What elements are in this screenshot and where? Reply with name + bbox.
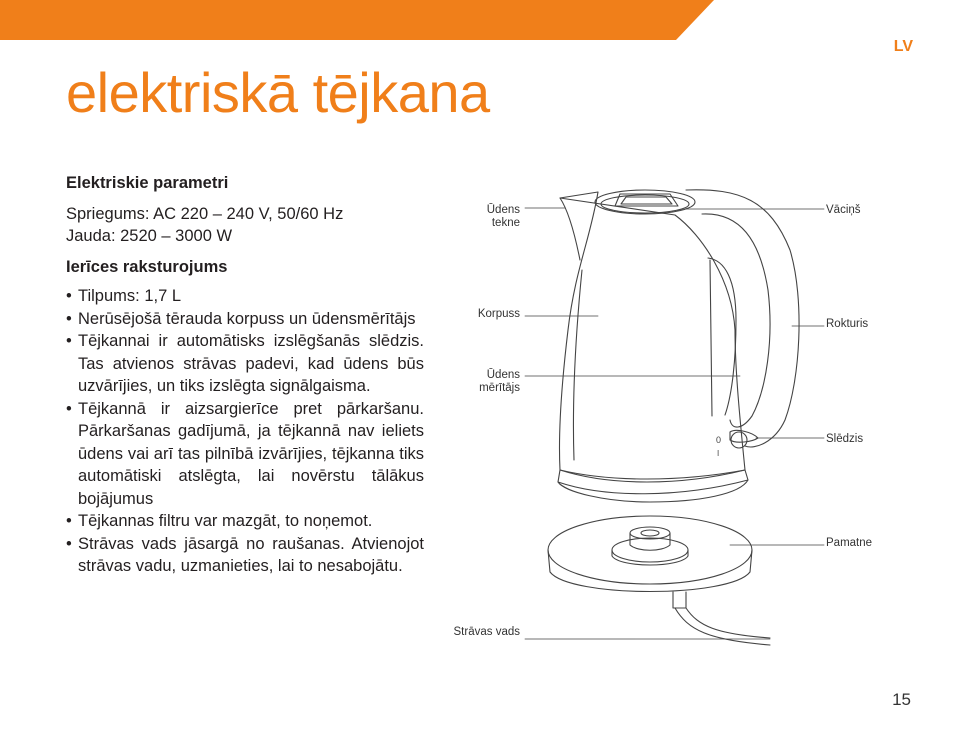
voltage-text: Spriegums: AC 220 – 240 V, 50/60 Hz: [66, 204, 344, 223]
features-list: [66, 285, 424, 578]
switch-mark-on: 0: [716, 435, 722, 445]
power-text: Jauda: 2520 – 3000 W: [66, 227, 233, 245]
page-number: 15: [892, 690, 911, 709]
page-title: elektriskā tējkana: [66, 61, 490, 124]
kettle-illustration: [440, 180, 920, 650]
label-body: Korpuss: [477, 308, 520, 320]
label-spout: Ūdens tekne: [486, 204, 520, 229]
label-switch: Slēdzis: [826, 433, 864, 445]
list-item: • Tējkannas filtru var mazgāt, to noņemot.: [66, 510, 424, 533]
list-item: • Nerūsējošā tērauda korpuss un ūdensmērītājs: [66, 308, 424, 331]
list-item: • Tējkannai ir automātisks izslēgšanās slēdzis. Tas atvienos strāvas padevi, kad ūdens būs uzvārījies, un tiks izslēgta signālgaisma.: [66, 330, 424, 398]
header-accent-bar: [0, 0, 954, 40]
label-lid: Vāciņš: [826, 204, 861, 216]
switch-mark-off: I: [717, 449, 720, 458]
kettle-diagram: [440, 180, 920, 650]
electrical-heading: Elektriskie parametri: [66, 174, 229, 192]
language-tag: LV: [893, 38, 913, 55]
list-item: • Tējkannā ir aizsargierīce pret pārkaršanu. Pārkaršanas gadījumā, ja tējkannā nav ieliets ūdens vai arī tas pilnībā izvārījies, tējkanna tiks automātiski atslēgta, lai novērstu tālākus bojājumus: [66, 398, 424, 511]
list-item: • Strāvas vads jāsargā no raušanas. Atvienojot strāvas vadu, uzmanieties, lai to nesabojātu.: [66, 533, 424, 578]
label-base: Pamatne: [826, 537, 873, 549]
electrical-params: [66, 203, 424, 248]
text-column: [66, 172, 424, 578]
label-cord: Strāvas vads: [453, 626, 520, 638]
features-heading: Ierīces raksturojums: [66, 257, 228, 276]
label-water-gauge: Ūdens mērītājs: [479, 369, 520, 394]
label-handle: Rokturis: [826, 318, 869, 330]
list-item: • Tilpums: 1,7 L: [66, 285, 424, 308]
